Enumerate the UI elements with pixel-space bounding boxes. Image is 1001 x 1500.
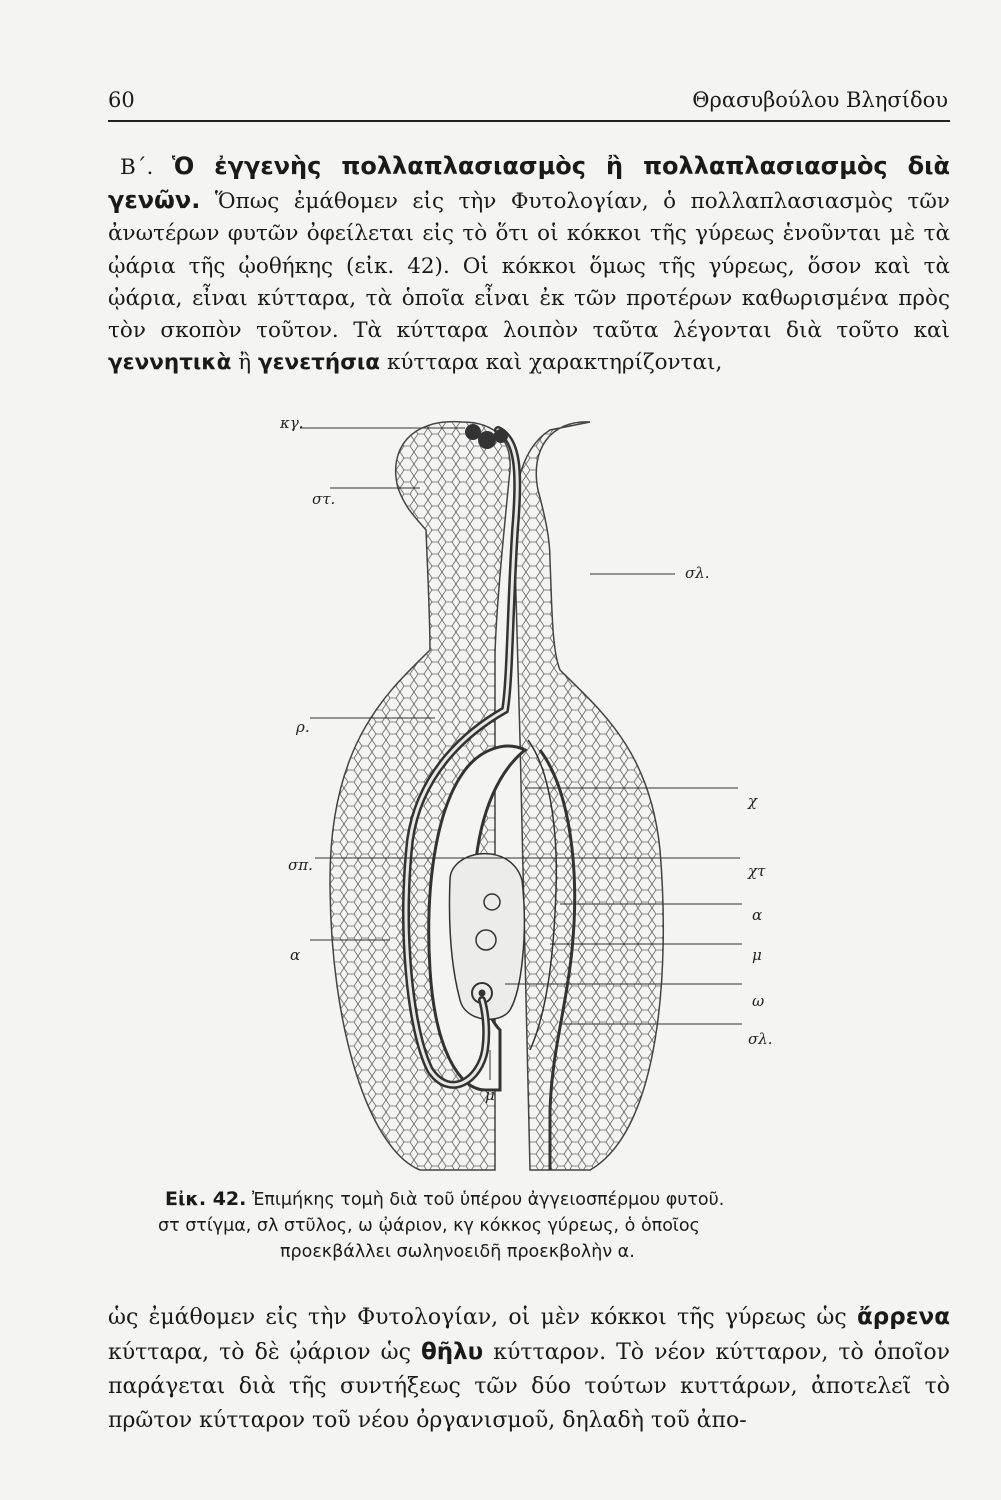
label-xt: χτ bbox=[748, 862, 766, 880]
label-a-right: α bbox=[752, 906, 763, 924]
page-number: 60 bbox=[108, 88, 135, 112]
term-genetisia: γενετήσια bbox=[257, 350, 381, 376]
running-title: Θρασυβούλου Βλησίδου bbox=[692, 88, 948, 112]
label-r: ρ. bbox=[296, 718, 310, 736]
term-male: ἄρρενα bbox=[857, 1304, 950, 1330]
ovule-body bbox=[449, 854, 524, 1020]
pollen-grain bbox=[478, 431, 496, 449]
header-rule bbox=[108, 120, 950, 122]
pollen-grain bbox=[494, 429, 508, 443]
egg-nucleus bbox=[479, 990, 486, 997]
section-heading: Ὁ ἐγγενὴς πολλαπλασιασμὸς ἢ πολλαπλασιασμὸς διὰ bbox=[171, 152, 950, 180]
label-ky: κγ. bbox=[280, 414, 304, 432]
continuation-end: κύτταρον. Τὸ νέον κύτταρον, τὸ ὁποῖον παράγεται διὰ τῆς συντήξεως τῶν δύο τούτων κυττάρων, ἀποτελεῖ τὸ πρῶτον κύτταρον τοῦ νέου ὀργανισμοῦ, δηλαδὴ τοῦ ἀπο- bbox=[108, 1340, 951, 1433]
paragraph-body: Ὅπως ἐμάθομεν εἰς τὴν Φυτολογίαν, ὁ πολλαπλασιασμὸς τῶν ἀνωτέρων φυτῶν ὀφείλεται εἰς τὸ ὅτι οἱ κόκκοι τῆς γύρεως ἑνοῦνται μὲ τὰ ᾠάρια τῆς ᾠοθήκης (εἰκ. 42). Οἱ κόκκοι ὅμως τῆς γύρεως, ὅσον καὶ τὰ ᾠάρια, εἶναι κύτταρα, τὰ ὁποῖα εἶναι ἐκ τῶν προτέρων καθωρισμένα πρὸς τὸν σκοπὸν τοῦτον. Τὰ κύτταρα λοιπὸν ταῦτα λέγονται διὰ τοῦτο καὶ bbox=[108, 189, 950, 344]
section-number: Β΄. bbox=[120, 155, 154, 180]
label-sl-top: σλ. bbox=[685, 564, 710, 582]
paragraph-end: κύτταρα καὶ χαρακτηρίζονται, bbox=[386, 350, 723, 376]
section-paragraph bbox=[108, 150, 950, 379]
label-st: στ. bbox=[312, 490, 336, 508]
figure-number: Εἰκ. 42. bbox=[165, 1188, 247, 1210]
pistil-diagram bbox=[260, 410, 800, 1190]
term-female: θῆλυ bbox=[420, 1339, 484, 1365]
connector-word: ἢ bbox=[238, 350, 252, 376]
label-mu-bottom: μ bbox=[485, 1086, 495, 1104]
caption-line-3: προεκβάλλει σωληνοειδῆ προεκβολὴν α. bbox=[280, 1242, 635, 1262]
term-gennitika: γεννητικὰ bbox=[108, 350, 232, 376]
page-header bbox=[108, 88, 948, 112]
label-mu-right: μ bbox=[752, 946, 762, 964]
continuation-paragraph bbox=[108, 1300, 950, 1438]
caption-line-2: στ στίγμα, σλ στῦλος, ω ᾠάριον, κγ κόκκος γύρεως, ὁ ὁποῖος bbox=[158, 1216, 700, 1236]
continuation-middle: κύτταρα, τὸ δὲ ᾠάριον ὡς bbox=[108, 1340, 411, 1365]
label-sp: σπ. bbox=[288, 856, 313, 874]
label-sl-bottom: σλ. bbox=[748, 1030, 773, 1048]
figure-caption bbox=[140, 1186, 940, 1265]
label-omega: ω bbox=[752, 992, 765, 1010]
label-a-left: α bbox=[290, 946, 301, 964]
section-heading-end: γενῶν. bbox=[108, 186, 201, 215]
label-x: χ bbox=[748, 792, 758, 810]
caption-line-1: Ἐπιμήκης τομὴ διὰ τοῦ ὑπέρου ἀγγειοσπέρμου φυτοῦ. bbox=[251, 1190, 725, 1210]
pistil-right-half bbox=[514, 422, 664, 1170]
continuation-start: ὡς ἐμάθομεν εἰς τὴν Φυτολογίαν, οἱ μὲν κόκκοι τῆς γύρεως ὡς bbox=[108, 1305, 847, 1330]
